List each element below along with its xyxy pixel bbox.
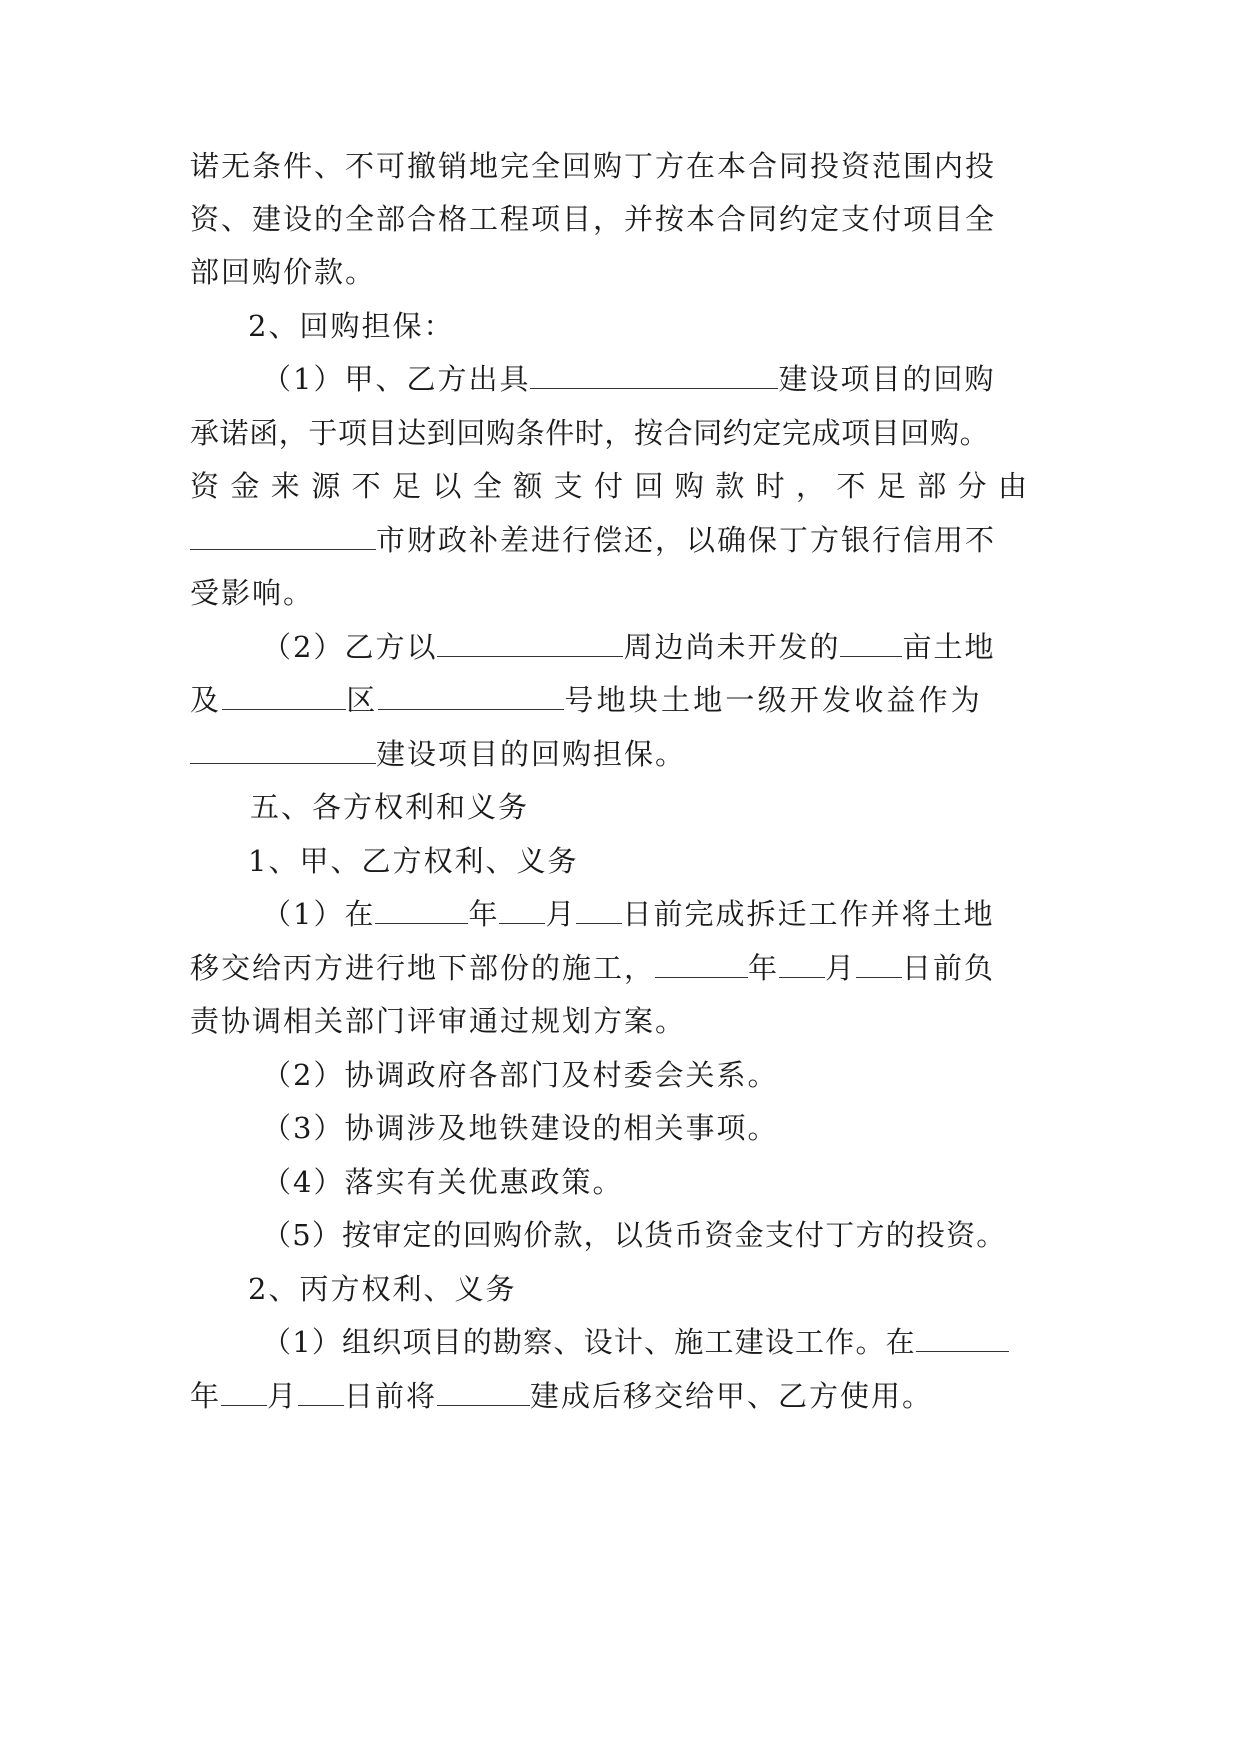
text-line [190, 146, 1050, 186]
text-span: 亩土地 [902, 630, 996, 664]
text-span: （5）按审定的回购价款，以货币资金支付丁方的投资。 [262, 1218, 1007, 1252]
text-span: 五、各方权利和义务 [250, 790, 530, 824]
blank-field [378, 681, 564, 710]
section-heading [248, 841, 1048, 881]
list-item [262, 1162, 1052, 1202]
text-span: 日前将 [344, 1379, 438, 1413]
text-span: 部回购价款。 [190, 255, 377, 289]
text-span: 诺无条件、不可撤销地完全回购丁方在本合同投资范围内投 [190, 149, 997, 183]
list-item [262, 1055, 1052, 1095]
text-line [190, 1376, 1050, 1416]
blank-field [576, 895, 622, 924]
list-item [262, 1108, 1052, 1148]
blank-field [437, 1377, 530, 1406]
blank-field [437, 628, 623, 657]
text-span: 承诺函，于项目达到回购条件时，按合同约定完成项目回购。 [190, 416, 990, 450]
blank-field [655, 949, 748, 978]
text-span: （4）落实有关优惠政策。 [262, 1165, 624, 1199]
section-heading [248, 1269, 1048, 1309]
text-span: 年 [468, 897, 500, 931]
text-line [262, 627, 1052, 667]
section-heading [248, 306, 1048, 346]
blank-field [190, 735, 376, 764]
text-line [190, 680, 1050, 720]
text-line [190, 948, 1050, 988]
text-span: 建设项目的回购担保。 [376, 737, 687, 771]
text-line [190, 1001, 1050, 1041]
text-span: （2）乙方以 [262, 630, 438, 664]
text-span: 及 [190, 683, 223, 717]
list-item [262, 1215, 1082, 1255]
text-span: 区 [346, 683, 379, 717]
text-line [190, 466, 1050, 506]
text-span: 1、甲、乙方权利、义务 [248, 844, 579, 878]
text-span: 资金来源不足以全额支付回购款时，不足部分由 [190, 469, 1039, 503]
text-span: 月 [825, 951, 857, 985]
text-span: 日前负 [902, 951, 996, 985]
blank-field [298, 1377, 344, 1406]
text-line [262, 894, 1052, 934]
text-line [190, 734, 1050, 774]
text-span: （3）协调涉及地铁建设的相关事项。 [262, 1111, 779, 1145]
text-span: 周边尚未开发的 [623, 630, 841, 664]
text-line [190, 520, 1050, 560]
text-span: 年 [748, 951, 780, 985]
blank-field [840, 628, 902, 657]
section-heading [250, 787, 1050, 827]
blank-field [530, 360, 778, 389]
text-span: 市财政补差进行偿还，以确保丁方银行信用不 [376, 523, 997, 557]
text-span: 月 [267, 1379, 299, 1413]
text-line [190, 413, 1050, 453]
text-span: （1）在 [262, 897, 376, 931]
text-span: 月 [545, 897, 577, 931]
text-line [190, 573, 1050, 613]
text-line [262, 1322, 1052, 1362]
text-span: （1）组织项目的勘察、设计、施工建设工作。在 [262, 1325, 916, 1359]
blank-field [222, 681, 346, 710]
text-span: （2）协调政府各部门及村委会关系。 [262, 1058, 779, 1092]
blank-field [779, 949, 825, 978]
text-span: 受影响。 [190, 576, 315, 610]
text-span: 资、建设的全部合格工程项目，并按本合同约定支付项目全 [190, 202, 997, 236]
blank-field [375, 895, 468, 924]
text-span: 2、回购担保： [248, 309, 455, 343]
text-line [262, 359, 1052, 399]
text-line [190, 199, 1050, 239]
text-span: 建设项目的回购 [778, 362, 996, 396]
text-line [190, 252, 1050, 292]
blank-field [221, 1377, 267, 1406]
text-span: 建成后移交给甲、乙方使用。 [530, 1379, 934, 1413]
text-span: 2、丙方权利、义务 [248, 1272, 517, 1306]
blank-field [856, 949, 902, 978]
text-span: 年 [190, 1379, 222, 1413]
text-span: 责协调相关部门评审通过规划方案。 [190, 1004, 687, 1038]
text-span: 移交给丙方进行地下部份的施工， [190, 951, 656, 985]
blank-field [499, 895, 545, 924]
blank-field [190, 521, 376, 550]
text-span: 号地块土地一级开发收益作为 [564, 683, 984, 717]
text-span: 日前完成拆迁工作并将土地 [622, 897, 995, 931]
text-span: （1）甲、乙方出具 [262, 362, 531, 396]
blank-field [916, 1323, 1009, 1352]
